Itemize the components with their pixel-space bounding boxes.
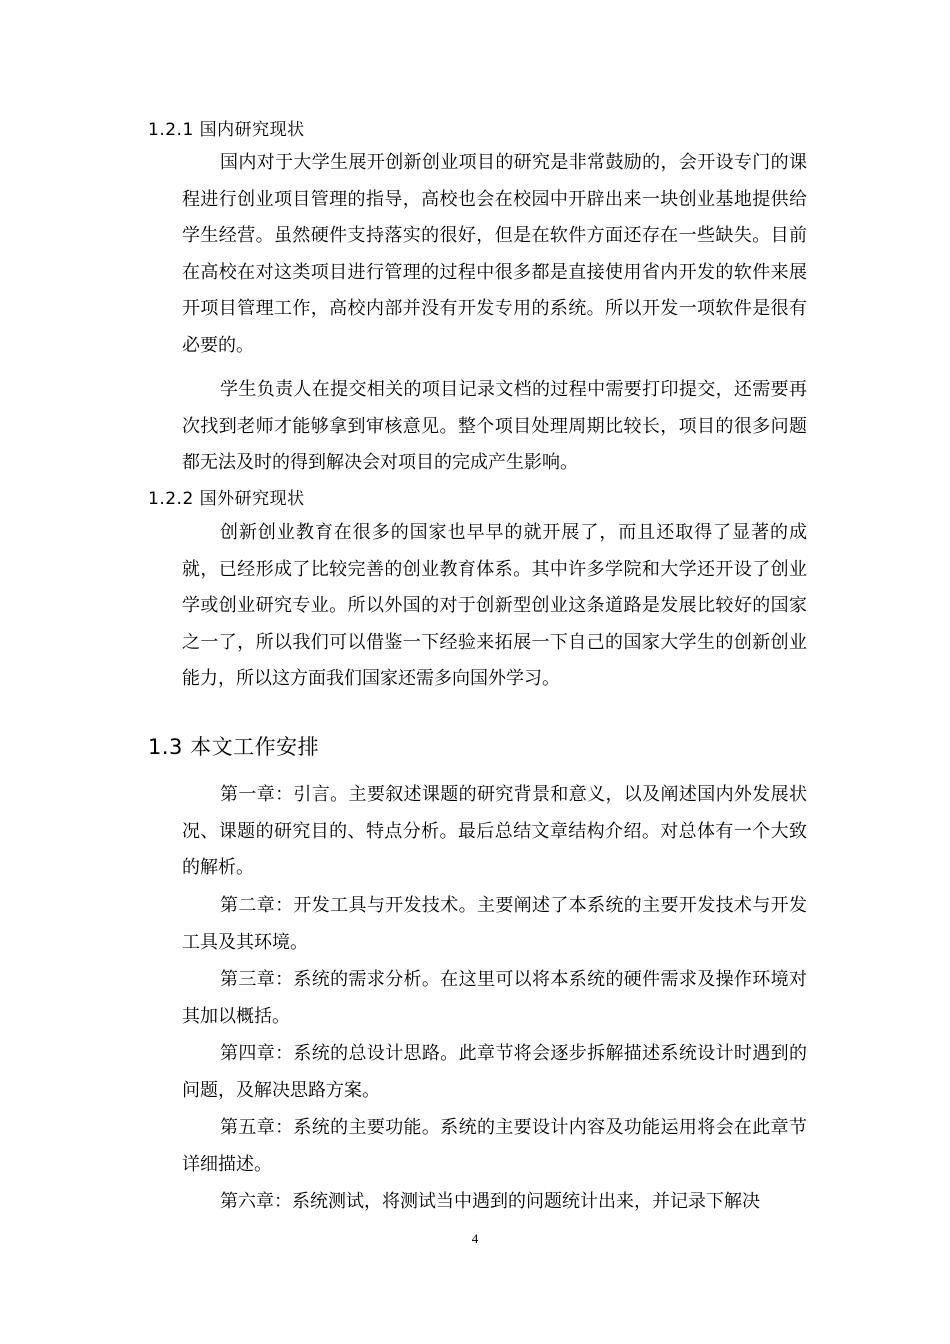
paragraph-chapter-4: 第四章：系统的总设计思路。此章节将会逐步拆解描述系统设计时遇到的问题，及解决思路方案。: [182, 1043, 807, 1101]
page-number: 4: [471, 1231, 479, 1246]
section-heading-1-2-2: 1.2.2 国外研究现状: [148, 489, 305, 509]
paragraph-foreign-1: 创新创业教育在很多的国家也早早的就开展了，而且还取得了显著的成就，已经形成了比较完善的创业教育体系。其中许多学院和大学还开设了创业学或创业研究专业。所以外国的对于创新型创业这条道路是发展比较好的国家之一了，所以我们可以借鉴一下经验来拓展一下自己的国家大学生的创新创业能力，所以这方面我们国家还需多向国外学习。: [182, 522, 807, 689]
paragraph-chapter-6: 第六章：系统测试，将测试当中遇到的问题统计出来，并记录下解决: [220, 1191, 760, 1212]
section-heading-1-2-1: 1.2.1 国内研究现状: [148, 120, 305, 140]
paragraph-chapter-2: 第二章：开发工具与开发技术。主要阐述了本系统的主要开发技术与开发工具及其环境。: [182, 895, 807, 953]
paragraph-domestic-2: 学生负责人在提交相关的项目记录文档的过程中需要打印提交，还需要再次找到老师才能够拿到审核意见。整个项目处理周期比较长，项目的很多问题都无法及时的得到解决会对项目的完成产生影响。: [182, 379, 807, 473]
paragraph-chapter-5: 第五章：系统的主要功能。系统的主要设计内容及功能运用将会在此章节详细描述。: [182, 1117, 807, 1175]
paragraph-domestic-1: 国内对于大学生展开创新创业项目的研究是非常鼓励的，会开设专门的课程进行创业项目管理的指导，高校也会在校园中开辟出来一块创业基地提供给学生经营。虽然硬件支持落实的很好，但是在软件方面还存在一些缺失。目前在高校在对这类项目进行管理的过程中很多都是直接使用省内开发的软件来展开项目管理工作，高校内部并没有开发专用的系统。所以开发一项软件是很有必要的。: [182, 152, 807, 356]
section-heading-1-3: 1.3 本文工作安排: [148, 735, 320, 759]
paragraph-chapter-1: 第一章：引言。主要叙述课题的研究背景和意义，以及阐述国内外发展状况、课题的研究目的、特点分析。最后总结文章结构介绍。对总体有一个大致的解析。: [182, 784, 807, 878]
paragraph-chapter-3: 第三章：系统的需求分析。在这里可以将本系统的硬件需求及操作环境对其加以概括。: [182, 969, 807, 1027]
